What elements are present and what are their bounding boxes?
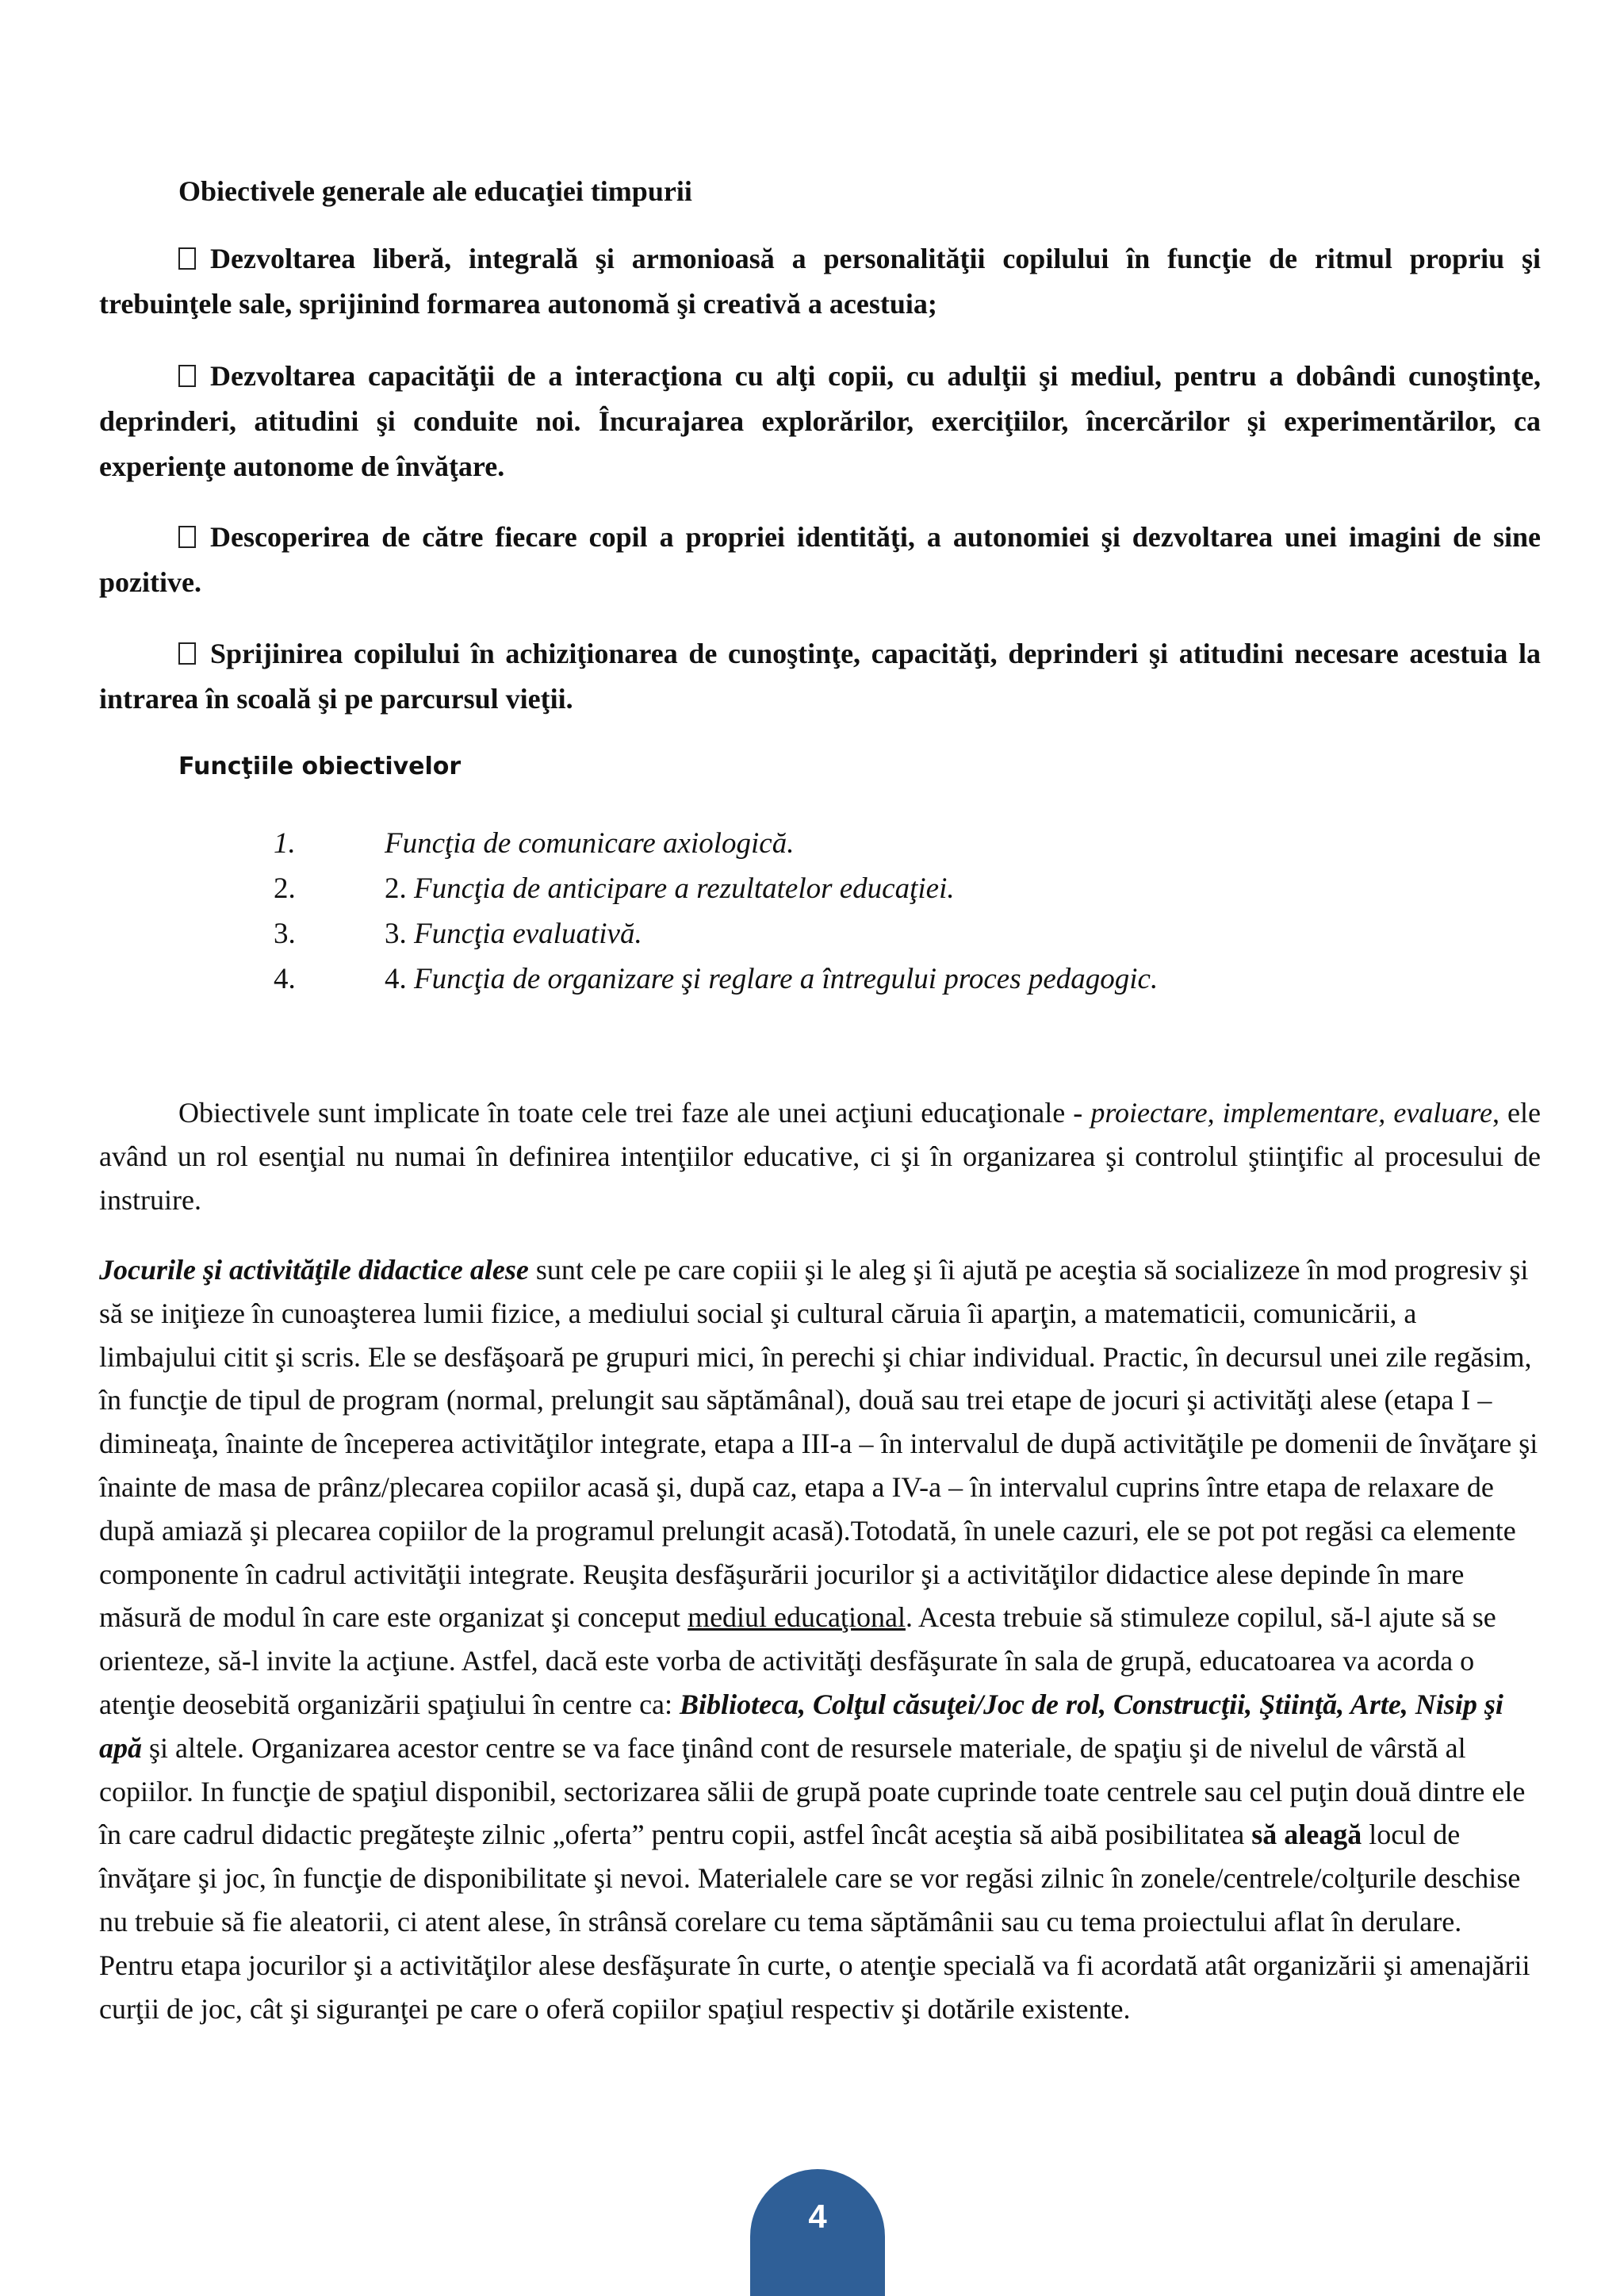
centers-list: Biblioteca, Colţul căsuţei/Joc de rol, Construcţii, Ştiinţă, Arte, Nisip şi apă: [99, 1688, 1503, 1764]
list-number: 2.: [274, 872, 296, 905]
objective-bullet: [99, 515, 1541, 605]
list-text: [385, 911, 642, 956]
list-prefix: 3.: [385, 918, 414, 950]
paragraph-text: sunt cele pe care copiii şi le aleg şi îi ajută pe aceştia să socializeze în mod progresiv şi să se iniţieze în cunoaşterea lumii fizice, a mediului social şi cultural căruia îi aparţin, a matematicii, comunicării, a limbajului citit şi scris. Ele se desfăşoară pe grupuri mici, în perechi şi chiar individual. Practic, în decursul unei zile regăsim, în funcţie de tipul de program (normal, prelungit sau săptămânal), două sau trei etape de jocuri şi activităţi alese (etapa I – dimineaţa, înainte de începerea activităţilor integrate, etapa a III-a – în intervalul de după activităţile pe domenii de învăţare şi înainte de masa de prânz/plecarea copiilor acasă şi, după caz, etapa a IV-a – în intervalul cuprins între etapa de relaxare de după amiază şi plecarea copiilor de la programul prelungit acasă).Totodată, în unele cazuri, ele se pot pot regăsi ca elemente componente în cadrul activităţii integrate. Reuşita desfăşurării jocurilor şi a activităţilor didactice alese depinde în mare măsură de modul în care este organizat şi conceput: [99, 1254, 1538, 1634]
objective-text: Sprijinirea copilului în achiziţionarea de cunoştinţe, capacităţi, deprinderi şi atitudini necesare acestuia la intrarea în scoală şi pe parcursul vieţii.: [99, 638, 1541, 715]
list-prefix: 4.: [385, 963, 414, 995]
function-name: Funcţia de comunicare axiologică.: [385, 827, 795, 860]
phases-italic: proiectare, implementare, evaluare: [1090, 1097, 1492, 1129]
list-text: [385, 821, 794, 866]
objective-bullet: [99, 236, 1541, 327]
list-number: 4.: [274, 963, 296, 995]
choose-emphasis: să aleagă: [1251, 1819, 1362, 1851]
objective-bullet: [99, 354, 1541, 489]
objective-text: Dezvoltarea capacităţii de a interacţiona cu alţi copii, cu adulţii şi mediul, pentru a dobândi cunoştinţe, deprinderi, atitudini şi conduite noi. Încurajarea explorărilor, exerciţiilor, încercărilor şi experimentărilor, ca experienţe autonome de învăţare.: [99, 360, 1541, 482]
bullet-box-icon: [178, 365, 196, 387]
list-prefix: 2.: [385, 872, 414, 905]
section-heading: Obiectivele generale ale educaţiei timpurii: [178, 175, 692, 207]
paragraph-text: Obiectivele sunt implicate în toate cele trei faze ale unei acţiuni educaţionale -: [178, 1097, 1091, 1129]
function-name: Funcţia evaluativă.: [414, 918, 642, 950]
list-number: 1.: [274, 827, 296, 860]
list-text: [385, 866, 955, 911]
paragraph-text: , ele având un rol esenţial nu numai în definirea intenţiilor educative, ci şi în organizarea şi controlul ştiinţific al procesului de instruire.: [99, 1097, 1541, 1216]
function-name: Funcţia de organizare şi reglare a întregului proces pedagogic.: [414, 963, 1159, 995]
list-number: 3.: [274, 918, 296, 950]
bullet-box-icon: [178, 247, 196, 270]
educational-environment-link[interactable]: mediul educaţional: [688, 1601, 906, 1634]
page-number-badge: [750, 2169, 885, 2296]
objective-bullet: [99, 631, 1541, 722]
paragraph-lead: Jocurile şi activităţile didactice alese: [99, 1254, 529, 1286]
bullet-box-icon: [178, 526, 196, 548]
objectives-paragraph: [99, 1091, 1541, 1222]
list-text: [385, 956, 1158, 1002]
functions-heading: Funcţiile obiectivelor: [178, 753, 462, 780]
objective-text: Dezvoltarea liberă, integrală şi armonioasă a personalităţii copilului în funcţie de ritmul propriu şi trebuinţele sale, sprijinind formarea autonomă şi creativă a acestuia;: [99, 243, 1541, 320]
function-name: Funcţia de anticipare a rezultatelor educaţiei.: [414, 872, 955, 905]
objective-text: Descoperirea de către fiecare copil a propriei identităţi, a autonomiei şi dezvoltarea unei imagini de sine pozitive.: [99, 521, 1541, 598]
bullet-box-icon: [178, 642, 196, 665]
paragraph-text: şi altele. Organizarea acestor centre se va face ţinând cont de resursele materiale, de spaţiu şi de nivelul de vârstă al copiilor. In funcţie de spaţiul disponibil, sectorizarea sălii de grupă poate cuprinde toate centrele sau cel puţin două dintre ele în care cadrul didactic pregăteşte zilnic „oferta” pentru copii, astfel încât aceştia să aibă posibilitatea: [99, 1731, 1526, 1851]
paragraph-text: locul de învăţare şi joc, în funcţie de disponibilitate şi nevoi. Materialele care se vor regăsi zilnic în zonele/centrele/colţurile deschise nu trebuie să fie aleatorii, ci atent alese, în strânsă corelare cu tema săptămânii sau cu tema proiectului aflat în derulare. Pentru etapa jocurilor şi a activităţilor alese desfăşurate în curte, o atenţie specială va fi acordată atât organizării şi amenajării curţii de joc, cât şi siguranţei pe care o oferă copiilor spaţiul respectiv şi dotările existente.: [99, 1819, 1530, 2025]
games-paragraph: [99, 1248, 1541, 2030]
page-number: 4: [808, 2198, 827, 2235]
paragraph-text: . Acesta trebuie să stimuleze copilul, să-l ajute să se orienteze, să-l invite la acţiune. Astfel, dacă este vorba de activităţi desfăşurate în sala de grupă, educatoarea va acorda o atenţie deosebită organizării spaţiului în centre ca:: [99, 1601, 1496, 1720]
